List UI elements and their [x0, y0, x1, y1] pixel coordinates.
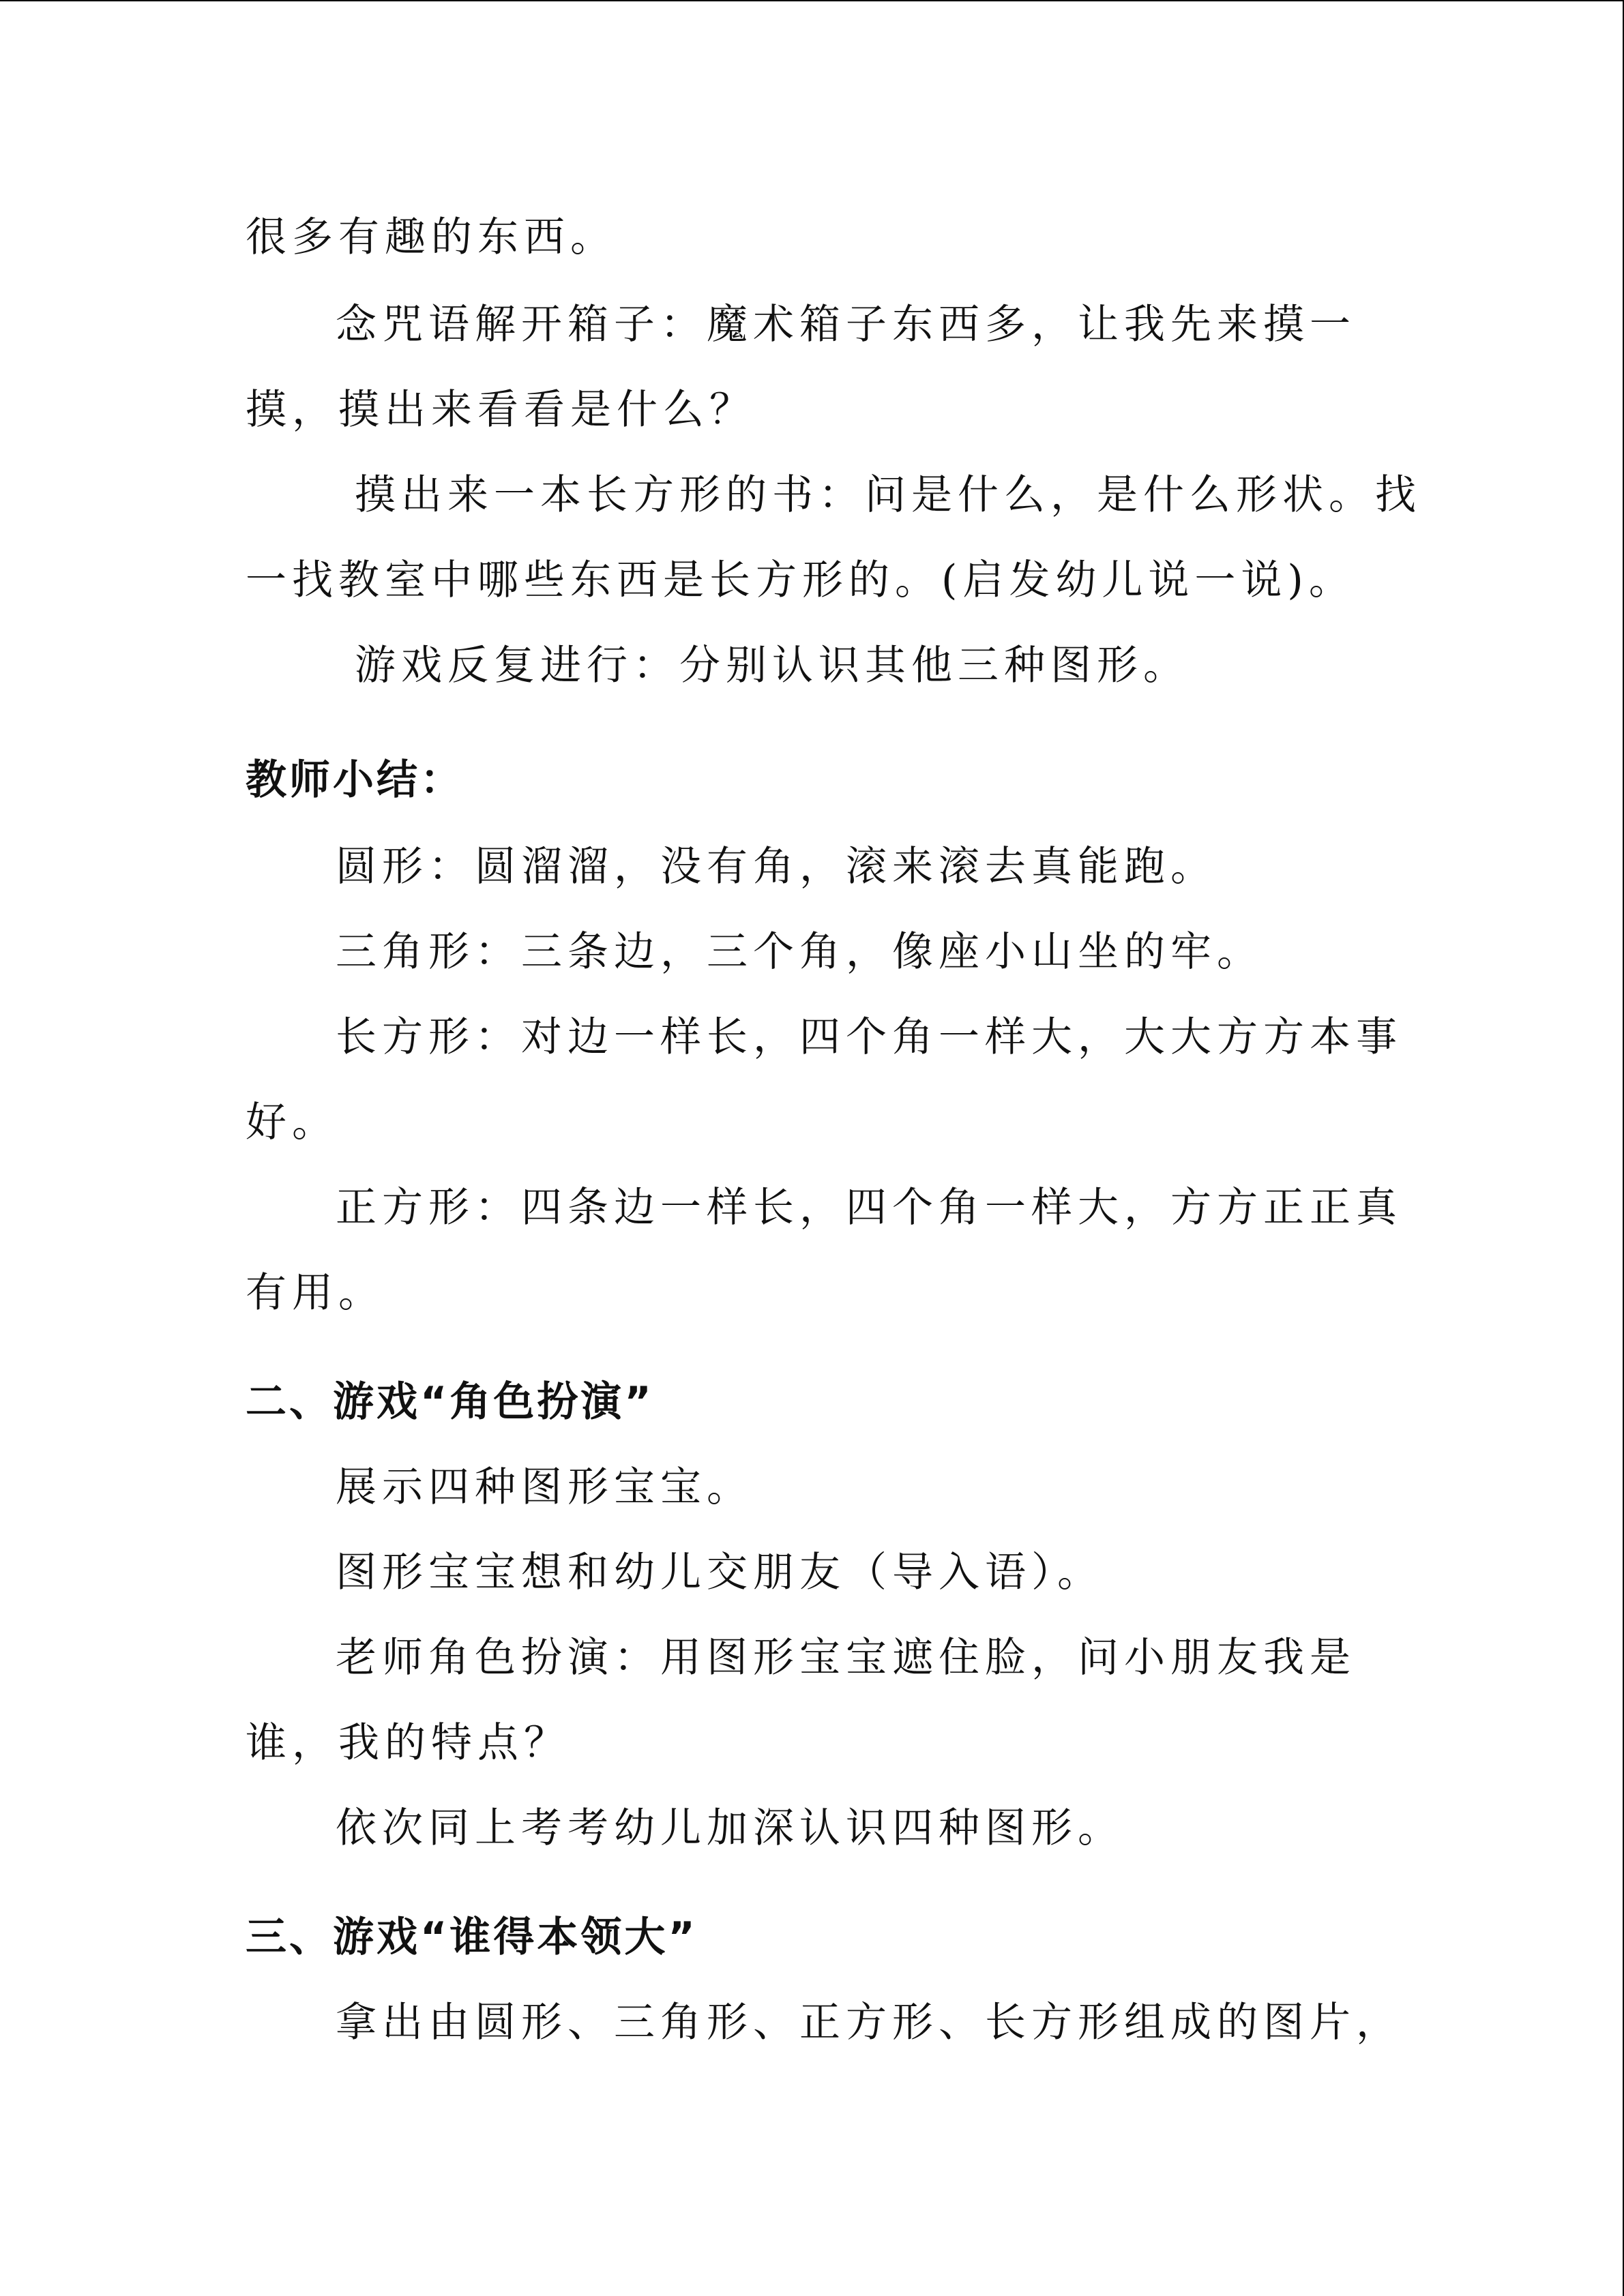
paragraph-line: 依次同上考考幼儿加深认识四种图形。 — [336, 1804, 1124, 1852]
paragraph-line: 有用。 — [246, 1269, 385, 1317]
section-heading: 教师小结： — [246, 756, 464, 804]
paragraph-line: 念咒语解开箱子：魔术箱子东西多，让我先来摸一 — [336, 301, 1356, 348]
paragraph-line: 展示四种图形宝宝。 — [336, 1463, 753, 1511]
paragraph-line: 拿出由圆形、三角形、正方形、长方形组成的图片， — [336, 1999, 1402, 2046]
paragraph-line: 好。 — [246, 1099, 338, 1146]
paragraph-line: 圆形：圆溜溜，没有角，滚来滚去真能跑。 — [336, 843, 1217, 891]
paragraph-line: 摸，摸出来看看是什么？ — [246, 386, 756, 434]
paragraph-line: 图形宝宝想和幼儿交朋友（导入语）。 — [336, 1549, 1104, 1596]
paragraph-line: 一找教室中哪些东西是长方形的。(启发幼儿说一说)。 — [246, 556, 1355, 604]
paragraph-line: 三角形：三条边，三个角，像座小山坐的牢。 — [336, 928, 1263, 976]
section-heading: 二、游戏“角色扮演” — [246, 1378, 654, 1426]
paragraph-line: 谁，我的特点？ — [246, 1719, 570, 1767]
paragraph-line: 游戏反复进行：分别认识其他三种图形。 — [355, 642, 1190, 689]
paragraph-line: 摸出来一本长方形的书：问是什么，是什么形状。找 — [355, 471, 1421, 519]
paragraph-line: 正方形：四条边一样长，四个角一样大，方方正正真 — [336, 1184, 1402, 1232]
paragraph-line: 老师角色扮演：用图形宝宝遮住脸，问小朋友我是 — [336, 1634, 1356, 1682]
paragraph-line: 很多有趣的东西。 — [246, 213, 617, 261]
section-heading: 三、游戏“谁得本领大” — [246, 1913, 698, 1961]
paragraph-line: 长方形：对边一样长，四个角一样大，大大方方本事 — [336, 1013, 1402, 1061]
